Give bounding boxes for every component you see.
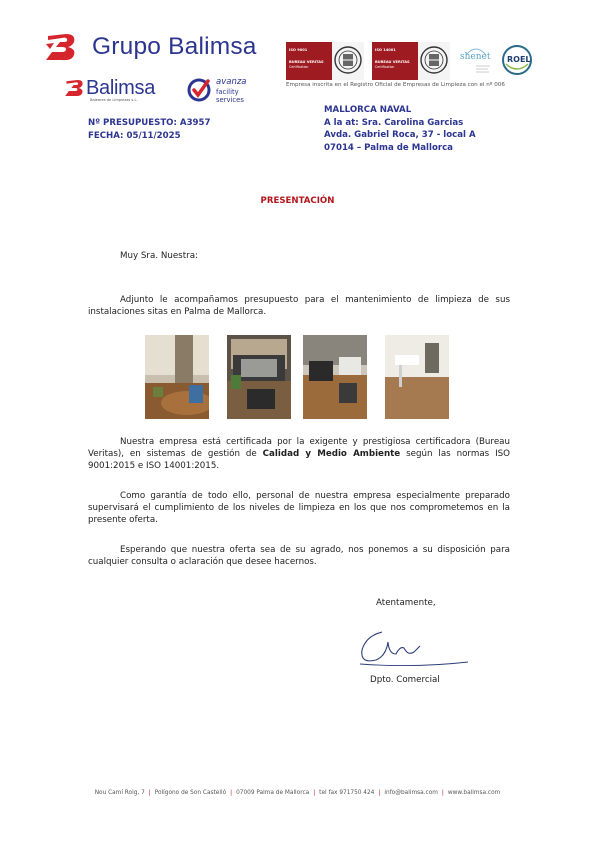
group-name: Grupo Balimsa [92,33,257,60]
avanza-subtitle: facility services [216,88,244,104]
iso-14001-certificate-badge [372,42,450,82]
recipient-company: MALLORCA NAVAL [324,105,412,115]
footer-area: Polígono de Son Castelló [154,790,227,796]
cert-code: ISO 9001 [289,48,308,52]
shenet-name: shenet [460,52,491,62]
cert-org: BUREAU VERITAS [375,60,410,64]
roel-name: ROEL [507,55,531,64]
greeting: Muy Sra. Nuestra: [120,251,198,261]
paragraph-guarantee [88,490,510,526]
recipient-block [324,104,476,155]
paragraph-intro-text: Adjunto le acompañamos presupuesto para el mantenimiento de limpieza de sus instalaciones sitas en Palma de Mallorca. [88,295,510,317]
footer-address: Nou Camí Roig, 7 [94,790,145,796]
paragraph-certification-bold: Calidad y Medio Ambiente [262,449,401,459]
paragraph-certification [88,436,510,472]
budget-number: Nº PRESUPUESTO: A3957 [88,118,211,128]
footer-phone: tel fax 971750 424 [319,790,375,796]
paragraph-closing [88,544,510,568]
grupo-balimsa-logo [44,30,257,64]
cert-org: BUREAU VERITAS [289,60,324,64]
budget-info [88,117,211,142]
balimsa-b-mark-icon [64,78,86,98]
office-photos [145,335,421,419]
footer: Nou Camí Roig, 7 | Polígono de Son Castelló | 07009 Palma de Mallorca | tel fax 971750 424 | info@balimsa.com | www.balimsa.com [94,790,501,796]
paragraph-guarantee-text: Como garantía de todo ello, personal de nuestra empresa especialmente preparado supervisará el cumplimiento de los niveles de limpieza en los que nos comprometemos en la presente oferta. [88,491,510,525]
footer-web-link[interactable]: www.balimsa.com [447,790,501,796]
budget-date: FECHA: 05/11/2025 [88,130,181,141]
office-photo-1 [145,335,209,419]
paragraph-closing-text: Esperando que nuestra oferta sea de su agrado, nos ponemos a su disposición para cualquier consulta o aclaración que desee hacernos. [88,545,510,567]
footer-city: 07009 Palma de Mallorca [236,790,310,796]
balimsa-logo [64,76,174,106]
shenet-logo [458,46,494,78]
cert-label: Certification [375,65,395,69]
avanza-check-icon [186,77,212,103]
recipient-city: 07014 – Palma de Mallorca [324,143,453,154]
balimsa-b-mark-icon [44,32,80,62]
handwritten-signature [356,624,472,672]
recipient-address: Avda. Gabriel Roca, 37 - local A [324,130,476,141]
section-title: PRESENTACIÓN [260,196,335,206]
registry-note: Empresa inscrita en el Registro Oficial de Empresas de Limpieza con el nº 006 [286,82,505,88]
footer-email-link[interactable]: info@balimsa.com [384,790,438,796]
avanza-name: avanza [216,77,247,87]
bureau-veritas-seal-icon [418,42,450,80]
brand-subtitle: Baleares de Limpiezas s.L. [90,98,138,102]
closing-text: Atentamente, [376,598,436,608]
signer-department: Dpto. Comercial [370,675,440,685]
paragraph-intro [88,294,510,318]
shenet-text-lines-icon [476,64,492,76]
recipient-attention: A la at: Sra. Carolina Garcias [324,117,464,128]
office-photo-4 [385,335,449,419]
avanza-logo [186,77,260,103]
office-photo-2 [227,335,291,419]
iso-9001-certificate-badge [286,42,364,82]
office-photo-3 [303,335,367,419]
cert-code: ISO 14001 [375,48,396,52]
paragraph-certification-text: Nuestra empresa está certificada por la exigente y prestigiosa certificadora (Bureau Veritas), en sistemas de gestión de [88,437,510,459]
bureau-veritas-seal-icon [332,42,364,80]
paragraph-certification-end: según las normas ISO 9001:2015 e ISO 14001:2015. [88,449,511,471]
roel-logo [498,44,536,76]
brand-name: Balimsa [86,77,156,99]
cert-label: Certification [289,65,309,69]
